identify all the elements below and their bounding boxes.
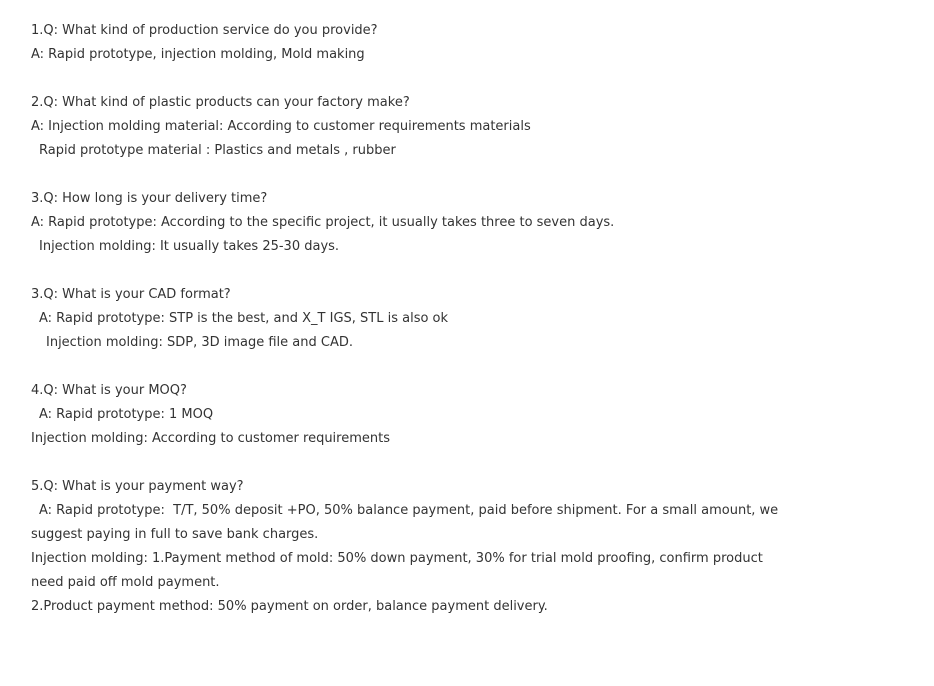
faq-answer-line: Rapid prototype material : Plastics and metals , rubber <box>39 143 396 158</box>
faq-item-5 <box>31 379 751 451</box>
faq-question: 3.Q: How long is your delivery time? <box>31 191 268 206</box>
faq-answer-line: A: Injection molding material: According to customer requirements materials <box>31 119 531 134</box>
faq-answer-line: A: Rapid prototype: T/T, 50% deposit +PO, 50% balance payment, paid before shipment. For a small amount, we <box>39 503 779 518</box>
faq-spacer <box>31 451 751 475</box>
faq-answer-line: Injection molding: SDP, 3D image file and CAD. <box>46 335 353 350</box>
faq-question: 2.Q: What kind of plastic products can your factory make? <box>31 95 410 110</box>
faq-answer-line: 2.Product payment method: 50% payment on order, balance payment delivery. <box>31 599 548 614</box>
faq-question: 5.Q: What is your payment way? <box>31 479 244 494</box>
faq-list <box>31 19 779 619</box>
faq-answer-line: A: Rapid prototype: STP is the best, and X_T IGS, STL is also ok <box>39 311 449 326</box>
faq-spacer <box>31 163 751 187</box>
faq-item-2 <box>31 91 751 163</box>
faq-answer-line: need paid off mold payment. <box>31 575 220 590</box>
faq-answer-line: Injection molding: According to customer requirements <box>31 431 390 446</box>
faq-item-6 <box>31 475 779 619</box>
faq-spacer <box>31 259 751 283</box>
faq-question: 1.Q: What kind of production service do you provide? <box>31 23 378 38</box>
faq-question: 3.Q: What is your CAD format? <box>31 287 231 302</box>
faq-answer-line: A: Rapid prototype, injection molding, Mold making <box>31 47 365 62</box>
faq-answer-line: suggest paying in full to save bank charges. <box>31 527 319 542</box>
faq-answer-line: Injection molding: It usually takes 25-30 days. <box>39 239 340 254</box>
faq-spacer <box>31 355 751 379</box>
faq-spacer <box>31 67 751 91</box>
faq-item-3 <box>31 187 751 259</box>
faq-question: 4.Q: What is your MOQ? <box>31 383 187 398</box>
faq-answer-line: A: Rapid prototype: According to the specific project, it usually takes three to seven days. <box>31 215 615 230</box>
faq-item-4 <box>31 283 751 355</box>
faq-answer-line: A: Rapid prototype: 1 MOQ <box>39 407 214 422</box>
faq-item-1 <box>31 19 751 67</box>
faq-answer-line: Injection molding: 1.Payment method of mold: 50% down payment, 30% for trial mold proofing, confirm product <box>31 551 763 566</box>
